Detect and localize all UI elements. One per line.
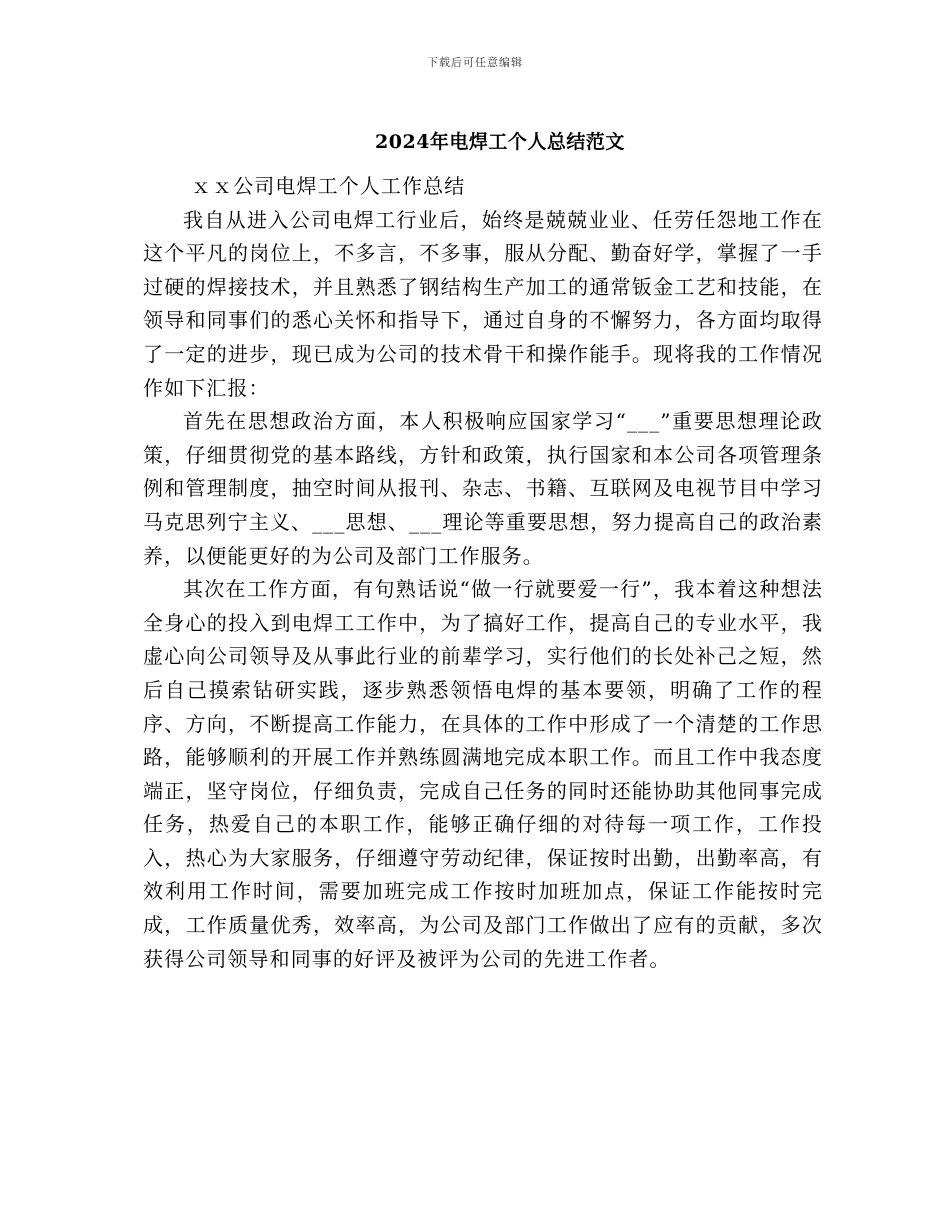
paragraph-intro: 我自从进入公司电焊工行业后，始终是兢兢业业、任劳任怨地工作在这个平凡的岗位上，不多言，不多事，服从分配、勤奋好学，掌握了一手过硬的焊接技术，并且熟悉了钢结构生产加工的通常钣金工艺和技能，在领导和同事们的悉心关怀和指导下，通过自身的不懈努力，各方面均取得了一定的进步，现已成为公司的技术骨干和操作能手。现将我的工作情况作如下汇报： bbox=[143, 207, 823, 400]
paragraph-political: 首先在思想政治方面，本人积极响应国家学习“___”重要思想理论政策，仔细贯彻党的基本路线，方针和政策，执行国家和本公司各项管理条例和管理制度，抽空时间从报刊、杂志、书籍、互联网及电视节目中学习马克思列宁主义、___思想、___理论等重要思想，努力提高自己的政治素养，以便能更好的为公司及部门工作服务。 bbox=[143, 409, 823, 568]
document-body bbox=[143, 170, 823, 976]
header-note: 下载后可任意编辑 bbox=[427, 56, 523, 69]
paragraph-work: 其次在工作方面，有句熟话说“做一行就要爱一行”，我本着这种想法全身心的投入到电焊工工作中，为了搞好工作，提高自己的专业水平，我虚心向公司领导及从事此行业的前辈学习，实行他们的长处补己之短，然后自己摸索钻研实践，逐步熟悉领悟电焊的基本要领，明确了工作的程序、方向，不断提高工作能力，在具体的工作中形成了一个清楚的工作思路，能够顺利的开展工作并熟练圆满地完成本职工作。而且工作中我态度端正，坚守岗位，仔细负责，完成自己任务的同时还能协助其他同事完成任务，热爱自己的本职工作，能够正确仔细的对待每一项工作，工作投入，热心为大家服务，仔细遵守劳动纪律，保证按时出勤，出勤率高，有效利用工作时间，需要加班完成工作按时加班加点，保证工作能按时完成，工作质量优秀，效率高，为公司及部门工作做出了应有的贡献，多次获得公司领导和同事的好评及被评为公司的先进工作者。 bbox=[143, 577, 823, 971]
document-subtitle: ｘｘ公司电焊工个人工作总结 bbox=[191, 174, 466, 198]
document-title: 2024年电焊工个人总结范文 bbox=[375, 131, 625, 153]
